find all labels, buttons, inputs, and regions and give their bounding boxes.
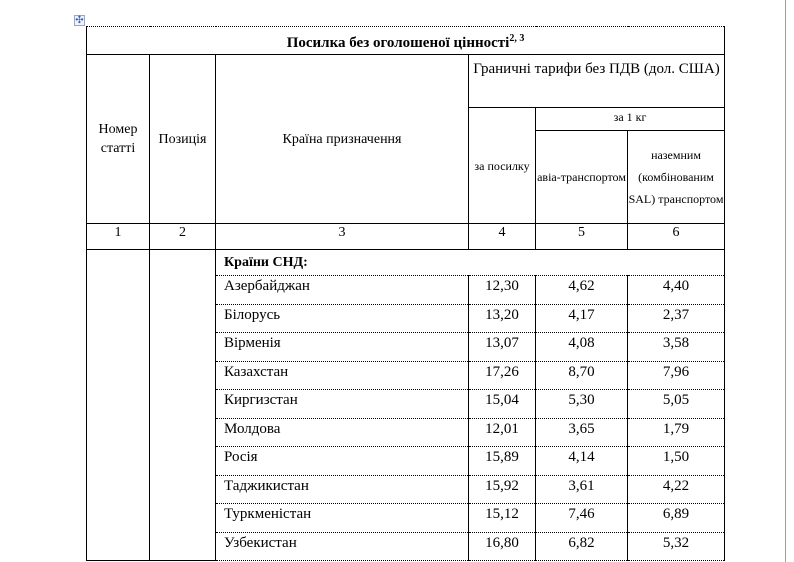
column-numbers-row: [87, 224, 725, 250]
table-move-handle-icon[interactable]: ✣: [75, 15, 84, 26]
country-cell: Росія: [216, 447, 469, 476]
position-cell: [150, 250, 216, 561]
surface-tariff-cell: 7,96: [628, 361, 725, 390]
air-tariff-cell: 4,62: [536, 276, 628, 305]
air-tariff-cell: 8,70: [536, 361, 628, 390]
tariff-table: [86, 26, 725, 561]
country-cell: Узбекистан: [216, 532, 469, 561]
air-tariff-cell: 6,82: [536, 532, 628, 561]
air-tariff-cell: 3,65: [536, 418, 628, 447]
surface-tariff-cell: 1,79: [628, 418, 725, 447]
header-per-kg: за 1 кг: [536, 108, 725, 131]
parcel-tariff-cell: 15,04: [469, 390, 536, 419]
air-tariff-cell: 4,14: [536, 447, 628, 476]
surface-tariff-cell: 6,89: [628, 504, 725, 533]
header-position: Позиція: [150, 55, 216, 224]
surface-tariff-cell: 3,58: [628, 333, 725, 362]
column-number: 1: [87, 224, 150, 250]
header-tariffs: Граничні тарифи без ПДВ (дол. США): [469, 55, 725, 108]
air-tariff-cell: 5,30: [536, 390, 628, 419]
page-edge: [785, 0, 786, 562]
country-cell: Молдова: [216, 418, 469, 447]
parcel-tariff-cell: 13,07: [469, 333, 536, 362]
column-number: 3: [216, 224, 469, 250]
column-number: 5: [536, 224, 628, 250]
country-cell: Казахстан: [216, 361, 469, 390]
surface-tariff-cell: 5,32: [628, 532, 725, 561]
air-tariff-cell: 7,46: [536, 504, 628, 533]
header-destination: Країна призначення: [216, 55, 469, 224]
parcel-tariff-cell: 17,26: [469, 361, 536, 390]
country-cell: Вірменія: [216, 333, 469, 362]
group-label: Країни СНД:: [216, 250, 725, 276]
parcel-tariff-cell: 15,92: [469, 475, 536, 504]
surface-tariff-cell: 2,37: [628, 304, 725, 333]
country-cell: Таджикистан: [216, 475, 469, 504]
column-number: 6: [628, 224, 725, 250]
surface-tariff-cell: 1,50: [628, 447, 725, 476]
header-article-number: Номер статті: [87, 55, 150, 224]
parcel-tariff-cell: 15,12: [469, 504, 536, 533]
column-number: 2: [150, 224, 216, 250]
header-per-parcel: за посилку: [469, 108, 536, 224]
country-cell: Азербайджан: [216, 276, 469, 305]
parcel-tariff-cell: 12,30: [469, 276, 536, 305]
table-title: Посилка без оголошеної цінності$^{2, 3}$: [87, 27, 725, 55]
header-air: авіа-транспортом: [536, 131, 628, 224]
country-cell: Туркменістан: [216, 504, 469, 533]
country-cell: Киргизстан: [216, 390, 469, 419]
air-tariff-cell: 3,61: [536, 475, 628, 504]
surface-tariff-cell: 4,40: [628, 276, 725, 305]
country-cell: Білорусь: [216, 304, 469, 333]
parcel-tariff-cell: 16,80: [469, 532, 536, 561]
parcel-tariff-cell: 15,89: [469, 447, 536, 476]
article-number-cell: [87, 250, 150, 561]
parcel-tariff-cell: 12,01: [469, 418, 536, 447]
air-tariff-cell: 4,17: [536, 304, 628, 333]
column-number: 4: [469, 224, 536, 250]
parcel-tariff-cell: 13,20: [469, 304, 536, 333]
surface-tariff-cell: 5,05: [628, 390, 725, 419]
surface-tariff-cell: 4,22: [628, 475, 725, 504]
air-tariff-cell: 4,08: [536, 333, 628, 362]
header-surface: наземним (комбінованим SAL) транспортом: [628, 131, 725, 224]
